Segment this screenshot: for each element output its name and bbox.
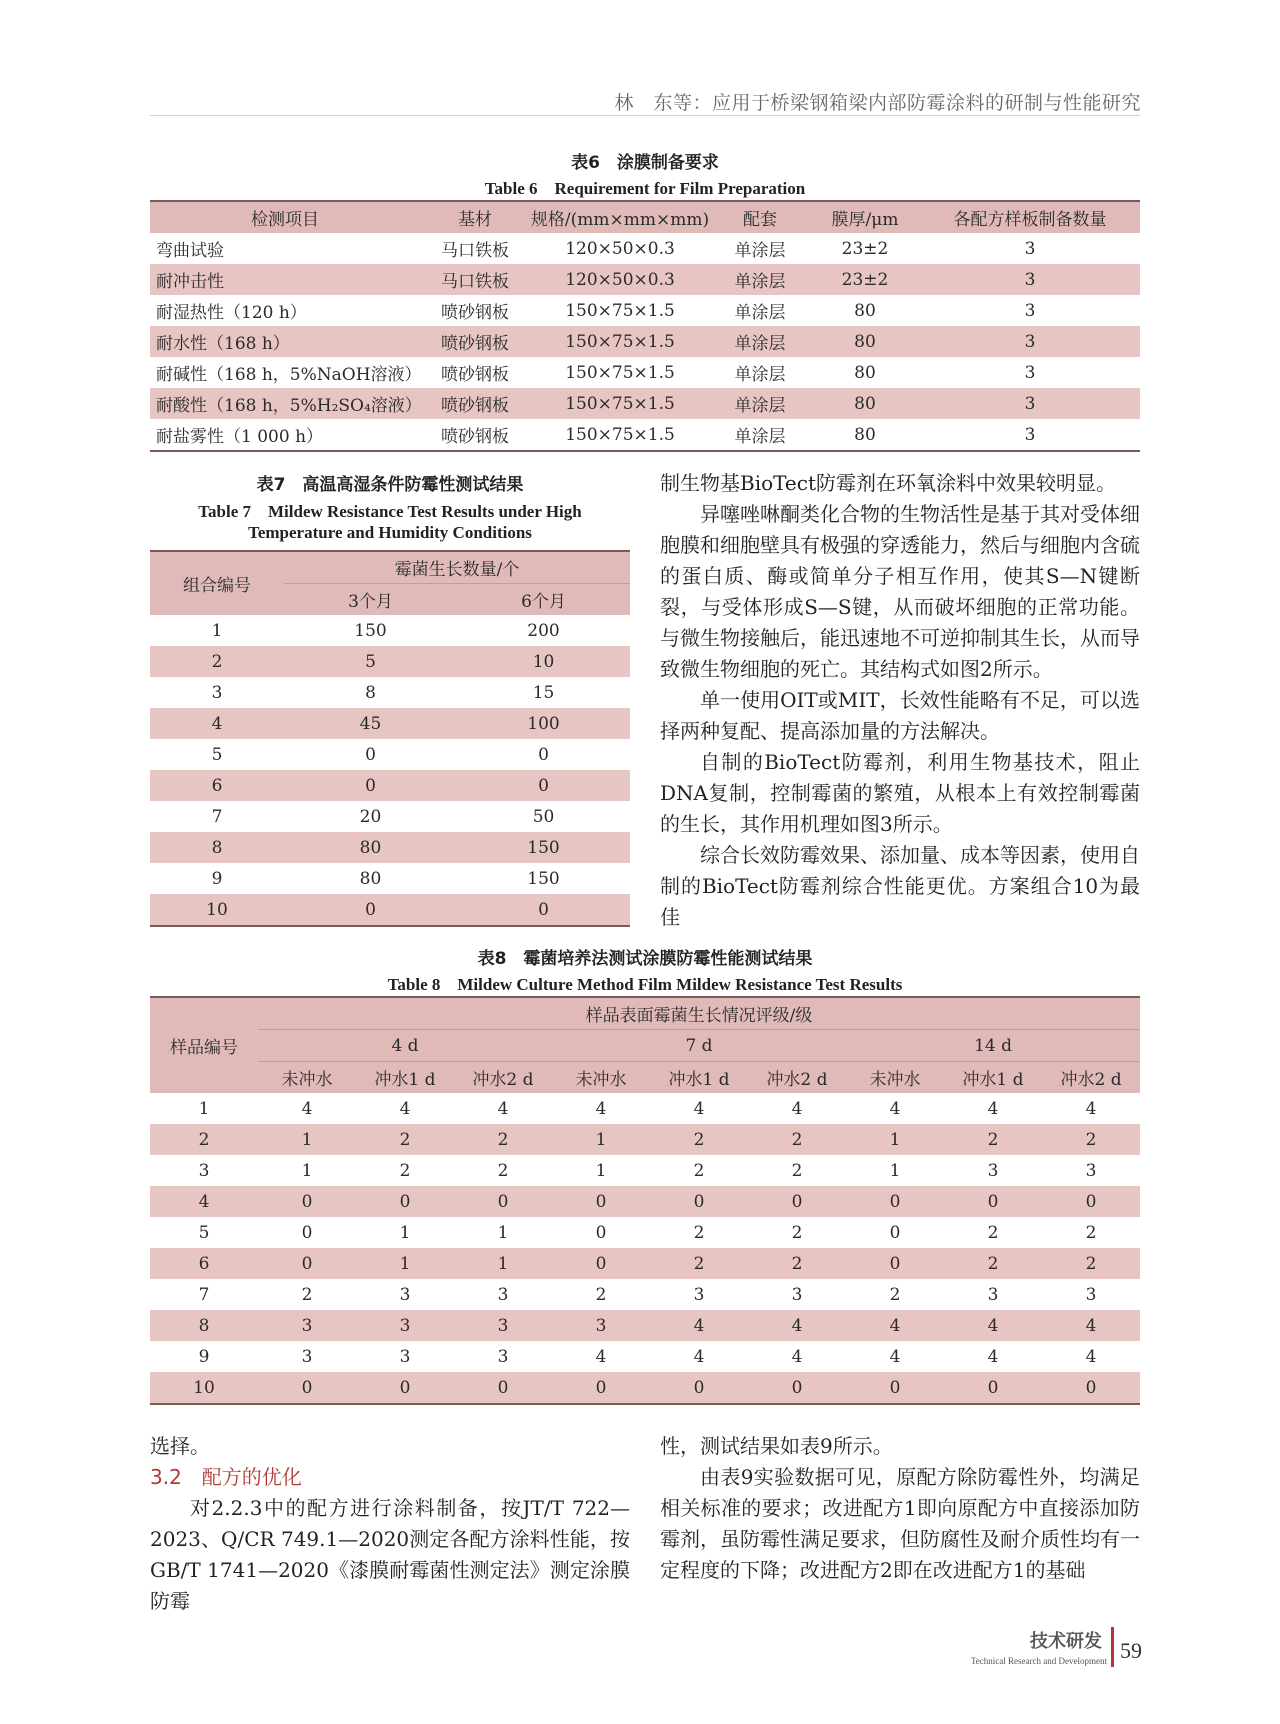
table8-subheader: 未冲水 xyxy=(869,1070,921,1090)
table-cell: 2 xyxy=(211,651,223,672)
table-cell: 2 xyxy=(1085,1253,1097,1274)
table-cell: 2 xyxy=(987,1222,999,1243)
table-cell: 喷砂钢板 xyxy=(441,365,509,385)
table8-sample-header: 样品编号 xyxy=(170,1038,238,1058)
table-cell: 2 xyxy=(987,1253,999,1274)
table-cell: 200 xyxy=(527,620,560,641)
paragraph: 单一使用OIT或MIT，长效性能略有不足，可以选择两种复配、提高添加量的方法解决。 xyxy=(660,688,1140,743)
table8-subheader: 未冲水 xyxy=(281,1070,333,1090)
table-cell: 单涂层 xyxy=(734,334,786,354)
table7-header-row xyxy=(150,551,630,584)
table-cell: 2 xyxy=(301,1284,313,1305)
table-cell: 4 xyxy=(693,1098,705,1119)
table-cell: 150×75×1.5 xyxy=(565,300,675,321)
table8-period-header: 4 d xyxy=(258,1030,552,1062)
table-cell: 3 xyxy=(1085,1284,1097,1305)
table-cell: 喷砂钢板 xyxy=(441,334,509,354)
table8-row xyxy=(150,1372,1140,1404)
table-cell: 4 xyxy=(791,1315,803,1336)
running-header: 林 东等：应用于桥梁钢箱梁内部防霉涂料的研制与性能研究 xyxy=(614,92,1141,114)
table-cell: 单涂层 xyxy=(734,272,786,292)
table8-row xyxy=(150,1155,1140,1186)
table-cell: 0 xyxy=(889,1222,901,1243)
table-cell: 2 xyxy=(399,1129,411,1150)
table-cell: 0 xyxy=(1085,1377,1097,1398)
table-cell: 1 xyxy=(301,1129,313,1150)
table8-caption-en: Table 8 Mildew Culture Method Film Mildew Resistance Test Results xyxy=(387,975,903,994)
table-cell: 0 xyxy=(365,899,376,920)
table-cell: 7 xyxy=(198,1284,210,1305)
table-cell: 150×75×1.5 xyxy=(565,424,675,445)
table-cell: 2 xyxy=(198,1129,210,1150)
table6-caption-zh: 表6 涂膜制备要求 xyxy=(571,153,719,173)
table8-row xyxy=(150,1217,1140,1248)
table6-col-header: 基材 xyxy=(458,210,492,230)
table-cell: 耐盐雾性（1 000 h） xyxy=(156,427,324,447)
table-cell: 9 xyxy=(198,1346,210,1367)
table6-row xyxy=(150,295,1140,326)
table-cell: 4 xyxy=(211,713,223,734)
table-cell: 10 xyxy=(532,651,555,672)
table-cell: 3 xyxy=(1024,331,1036,352)
table-cell: 23±2 xyxy=(841,238,889,259)
table-cell: 8 xyxy=(211,837,223,858)
table-cell: 0 xyxy=(497,1377,509,1398)
table-cell: 0 xyxy=(538,775,549,796)
table-cell: 0 xyxy=(595,1253,607,1274)
table6-row xyxy=(150,419,1140,451)
table-cell: 0 xyxy=(365,744,376,765)
table-cell: 3 xyxy=(1024,424,1036,445)
table7-subheader: 3个月 xyxy=(348,592,393,612)
table-cell: 4 xyxy=(889,1098,901,1119)
table-cell: 0 xyxy=(693,1377,705,1398)
table-cell: 4 xyxy=(693,1315,705,1336)
table7-row xyxy=(150,894,630,926)
table-cell: 4 xyxy=(595,1346,607,1367)
table-cell: 0 xyxy=(538,899,549,920)
table-cell: 0 xyxy=(889,1377,901,1398)
paragraph: 性，测试结果如表9所示。 xyxy=(660,1434,893,1458)
table-cell: 4 xyxy=(399,1098,411,1119)
table-cell: 1 xyxy=(399,1222,411,1243)
table-cell: 耐酸性（168 h，5%H₂SO₄溶液） xyxy=(156,396,422,416)
table7-group-header: 组合编号 xyxy=(183,576,251,596)
table6-row xyxy=(150,264,1140,295)
table-cell: 23±2 xyxy=(841,269,889,290)
table-cell: 0 xyxy=(889,1191,901,1212)
table-cell: 80 xyxy=(854,300,876,321)
table-cell: 4 xyxy=(198,1191,210,1212)
table-cell: 3 xyxy=(693,1284,705,1305)
table-cell: 0 xyxy=(538,744,549,765)
table-cell: 120×50×0.3 xyxy=(565,269,675,290)
table-cell: 80 xyxy=(359,837,382,858)
table-cell: 4 xyxy=(889,1346,901,1367)
table-cell: 3 xyxy=(1024,269,1036,290)
table-cell: 4 xyxy=(791,1098,803,1119)
table-cell: 4 xyxy=(595,1098,607,1119)
table8-subheader: 冲水1 d xyxy=(668,1070,730,1090)
table8-subheader: 冲水1 d xyxy=(374,1070,436,1090)
table8-header-row xyxy=(150,997,1140,1030)
table-cell: 0 xyxy=(497,1191,509,1212)
table7-row xyxy=(150,801,630,832)
table8-row xyxy=(150,1124,1140,1155)
paragraph: 由表9实验数据可见，原配方除防霉性外，均满足相关标准的要求；改进配方1即向原配方中直接添加防霉剂，虽防霉性满足要求，但防腐性及耐介质性均有一定程度的下降；改进配方2即在改进配方1的基础 xyxy=(660,1465,1140,1582)
table-cell: 马口铁板 xyxy=(441,272,509,292)
table-cell: 2 xyxy=(595,1284,607,1305)
table-cell: 耐冲击性 xyxy=(156,272,224,292)
table-cell: 2 xyxy=(497,1160,509,1181)
table-cell: 单涂层 xyxy=(734,365,786,385)
table-cell: 4 xyxy=(1085,1315,1097,1336)
table-cell: 0 xyxy=(595,1191,607,1212)
table7-caption-zh: 表7 高温高湿条件防霉性测试结果 xyxy=(256,475,524,495)
table6 xyxy=(150,200,1140,452)
table-cell: 0 xyxy=(791,1191,803,1212)
table-cell: 150×75×1.5 xyxy=(565,331,675,352)
table6-row xyxy=(150,326,1140,357)
table6-row xyxy=(150,233,1140,264)
table-cell: 0 xyxy=(595,1222,607,1243)
table-cell: 4 xyxy=(1085,1346,1097,1367)
table-cell: 0 xyxy=(301,1222,313,1243)
table-cell: 0 xyxy=(791,1377,803,1398)
table-cell: 喷砂钢板 xyxy=(441,396,509,416)
table-cell: 7 xyxy=(211,806,223,827)
table-cell: 45 xyxy=(359,713,382,734)
table-cell: 2 xyxy=(399,1160,411,1181)
table8-row xyxy=(150,1186,1140,1217)
table-cell: 单涂层 xyxy=(734,241,786,261)
bottom-right-text xyxy=(660,1431,1140,1586)
table-cell: 6 xyxy=(198,1253,210,1274)
table7-row xyxy=(150,615,630,646)
table-cell: 150×75×1.5 xyxy=(565,362,675,383)
table7-row xyxy=(150,677,630,708)
table-cell: 4 xyxy=(987,1346,999,1367)
table-cell: 2 xyxy=(693,1222,705,1243)
table-cell: 4 xyxy=(301,1098,313,1119)
table-cell: 耐水性（168 h） xyxy=(156,334,290,354)
table-cell: 5 xyxy=(198,1222,210,1243)
table8-subheader: 冲水2 d xyxy=(1060,1070,1122,1090)
table-cell: 1 xyxy=(497,1253,509,1274)
header-rule xyxy=(150,115,1140,116)
table-cell: 4 xyxy=(693,1346,705,1367)
table-cell: 4 xyxy=(987,1315,999,1336)
table-cell: 0 xyxy=(301,1377,313,1398)
table-cell: 3 xyxy=(198,1160,210,1181)
table-cell: 3 xyxy=(301,1315,313,1336)
table-cell: 1 xyxy=(595,1129,607,1150)
table-cell: 80 xyxy=(359,868,382,889)
table8-subheader: 冲水2 d xyxy=(766,1070,828,1090)
table8-row xyxy=(150,1341,1140,1372)
table-cell: 耐湿热性（120 h） xyxy=(156,303,307,323)
table-cell: 10 xyxy=(206,899,228,920)
table8-row xyxy=(150,1279,1140,1310)
table-cell: 2 xyxy=(497,1129,509,1150)
table-cell: 1 xyxy=(399,1253,411,1274)
table-cell: 1 xyxy=(889,1160,901,1181)
table-cell: 0 xyxy=(693,1191,705,1212)
table-cell: 马口铁板 xyxy=(441,241,509,261)
table8-subheader: 冲水2 d xyxy=(472,1070,534,1090)
table-cell: 单涂层 xyxy=(734,396,786,416)
table-cell: 3 xyxy=(791,1284,803,1305)
table-cell: 100 xyxy=(527,713,560,734)
table-cell: 150 xyxy=(527,837,560,858)
table7-subheader: 6个月 xyxy=(521,592,566,612)
table7-row xyxy=(150,832,630,863)
table-cell: 3 xyxy=(1085,1160,1097,1181)
page-number: 59 xyxy=(1120,1638,1142,1663)
table7-row xyxy=(150,770,630,801)
table-cell: 0 xyxy=(595,1377,607,1398)
table-cell: 0 xyxy=(301,1191,313,1212)
right-column-text xyxy=(660,468,1140,933)
paragraph: 对2.2.3中的配方进行涂料制备，按JT/T 722—2023、Q/CR 749.1—2020测定各配方涂料性能，按GB/T 1741—2020《漆膜耐霉菌性测定法》测定涂膜防霉 xyxy=(150,1496,630,1613)
table-cell: 3 xyxy=(301,1346,313,1367)
table-cell: 0 xyxy=(1085,1191,1097,1212)
table-cell: 1 xyxy=(497,1222,509,1243)
paragraph: 综合长效防霉效果、添加量、成本等因素，使用自制的BioTect防霉剂综合性能更优。方案组合10为最佳 xyxy=(660,843,1140,929)
table8-subheader-row xyxy=(150,1062,1140,1094)
table-cell: 150 xyxy=(527,868,560,889)
paragraph: 自制的BioTect防霉剂，利用生物基技术，阻止DNA复制，控制霉菌的繁殖，从根本上有效控制霉菌的生长，其作用机理如图3所示。 xyxy=(660,750,1140,836)
table-cell: 2 xyxy=(1085,1222,1097,1243)
table-cell: 单涂层 xyxy=(734,427,786,447)
table-cell: 80 xyxy=(854,393,876,414)
table-cell: 150 xyxy=(354,620,387,641)
table-cell: 2 xyxy=(791,1222,803,1243)
table-cell: 2 xyxy=(1085,1129,1097,1150)
table8 xyxy=(150,996,1140,1405)
table8-row xyxy=(150,1093,1140,1124)
table-cell: 1 xyxy=(198,1098,210,1119)
table-cell: 0 xyxy=(987,1191,999,1212)
table-cell: 3 xyxy=(987,1160,999,1181)
table-cell: 80 xyxy=(854,331,876,352)
table-cell: 3 xyxy=(1024,393,1036,414)
table-cell: 喷砂钢板 xyxy=(441,427,509,447)
table6-col-header: 检测项目 xyxy=(251,210,319,230)
bottom-left-text xyxy=(150,1431,630,1617)
table-cell: 2 xyxy=(987,1129,999,1150)
table6-col-header: 配套 xyxy=(743,210,777,230)
table-cell: 0 xyxy=(987,1377,999,1398)
table7-row xyxy=(150,863,630,894)
table-cell: 20 xyxy=(359,806,382,827)
table8-period-header: 7 d xyxy=(552,1030,846,1062)
table-cell: 1 xyxy=(595,1160,607,1181)
table7-row xyxy=(150,646,630,677)
table6-col-header: 规格/(mm×mm×mm) xyxy=(530,210,710,230)
table-cell: 5 xyxy=(365,651,376,672)
table-cell: 4 xyxy=(497,1098,509,1119)
table-cell: 8 xyxy=(198,1315,210,1336)
table-cell: 0 xyxy=(889,1253,901,1274)
table8-row xyxy=(150,1248,1140,1279)
table-cell: 1 xyxy=(301,1160,313,1181)
table-cell: 3 xyxy=(987,1284,999,1305)
table7-caption-en-line1: Table 7 Mildew Resistance Test Results under High xyxy=(198,502,582,521)
table6-row xyxy=(150,357,1140,388)
table-cell: 喷砂钢板 xyxy=(441,303,509,323)
table-cell: 单涂层 xyxy=(734,303,786,323)
table-cell: 4 xyxy=(1085,1098,1097,1119)
table-cell: 9 xyxy=(211,868,223,889)
footer-section-subtitle: Technical Research and Development xyxy=(970,1656,1107,1666)
table-cell: 5 xyxy=(211,744,223,765)
section-heading: 3.2 配方的优化 xyxy=(150,1465,302,1489)
table6-header-row xyxy=(150,201,1140,233)
table8-subheader: 冲水1 d xyxy=(962,1070,1024,1090)
table6-col-header: 膜厚/μm xyxy=(831,210,899,230)
table8-period-header: 14 d xyxy=(846,1030,1140,1062)
table-cell: 3 xyxy=(211,682,223,703)
table-cell: 0 xyxy=(399,1191,411,1212)
table-cell: 0 xyxy=(365,775,376,796)
table-cell: 3 xyxy=(1024,238,1036,259)
footer-divider xyxy=(1111,1627,1114,1667)
table-cell: 2 xyxy=(889,1284,901,1305)
table-cell: 3 xyxy=(497,1284,509,1305)
table-cell: 80 xyxy=(854,362,876,383)
table-cell: 3 xyxy=(399,1346,411,1367)
table-cell: 耐碱性（168 h，5%NaOH溶液） xyxy=(156,365,422,385)
table-cell: 3 xyxy=(399,1315,411,1336)
table7-row xyxy=(150,739,630,770)
table6-col-header: 各配方样板制备数量 xyxy=(953,210,1107,230)
table-cell: 1 xyxy=(889,1129,901,1150)
table8-caption-zh: 表8 霉菌培养法测试涂膜防霉性能测试结果 xyxy=(477,949,813,969)
table-cell: 4 xyxy=(889,1315,901,1336)
table6-caption-en: Table 6 Requirement for Film Preparation xyxy=(484,179,806,198)
table8-row xyxy=(150,1310,1140,1341)
table7-caption-en-line2: Temperature and Humidity Conditions xyxy=(248,523,532,542)
table-cell: 2 xyxy=(693,1253,705,1274)
table-cell: 2 xyxy=(791,1160,803,1181)
table-cell: 2 xyxy=(791,1129,803,1150)
table-cell: 2 xyxy=(693,1129,705,1150)
table-cell: 3 xyxy=(595,1315,607,1336)
table8-subheader: 未冲水 xyxy=(575,1070,627,1090)
table-cell: 3 xyxy=(1024,300,1036,321)
table-cell: 10 xyxy=(193,1377,215,1398)
table-cell: 4 xyxy=(791,1346,803,1367)
paragraph: 选择。 xyxy=(150,1434,210,1458)
table-cell: 3 xyxy=(497,1346,509,1367)
table-cell: 6 xyxy=(211,775,223,796)
table7-row xyxy=(150,708,630,739)
footer-section-title: 技术研发 xyxy=(1030,1631,1102,1652)
table-cell: 8 xyxy=(365,682,376,703)
table-cell: 弯曲试验 xyxy=(156,241,224,261)
table-cell: 120×50×0.3 xyxy=(565,238,675,259)
paragraph: 异噻唑啉酮类化合物的生物活性是基于其对受体细胞膜和细胞壁具有极强的穿透能力，然后与细胞内含硫的蛋白质、酶或简单分子相互作用，使其S—N键断裂，与受体形成S—S键，从而破坏细胞的正常功能。与微生物接触后，能迅速地不可逆抑制其生长，从而导致微生物细胞的死亡。其结构式如图2所示。 xyxy=(660,502,1140,681)
table-cell: 15 xyxy=(532,682,555,703)
table-cell: 3 xyxy=(399,1284,411,1305)
table-cell: 1 xyxy=(211,620,223,641)
paragraph: 制生物基BioTect防霉剂在环氧涂料中效果较明显。 xyxy=(660,471,1116,495)
table-cell: 4 xyxy=(987,1098,999,1119)
table-cell: 0 xyxy=(301,1253,313,1274)
table-cell: 2 xyxy=(693,1160,705,1181)
table7-count-header: 霉菌生长数量/个 xyxy=(284,551,630,584)
table-cell: 3 xyxy=(497,1315,509,1336)
table-cell: 3 xyxy=(1024,362,1036,383)
table6-row xyxy=(150,388,1140,419)
table8-period-row xyxy=(150,1030,1140,1062)
table-cell: 50 xyxy=(532,806,555,827)
table-cell: 80 xyxy=(854,424,876,445)
table-cell: 2 xyxy=(791,1253,803,1274)
table7 xyxy=(150,550,630,927)
table-cell: 150×75×1.5 xyxy=(565,393,675,414)
table8-rating-header: 样品表面霉菌生长情况评级/级 xyxy=(258,997,1140,1030)
table-cell: 0 xyxy=(399,1377,411,1398)
